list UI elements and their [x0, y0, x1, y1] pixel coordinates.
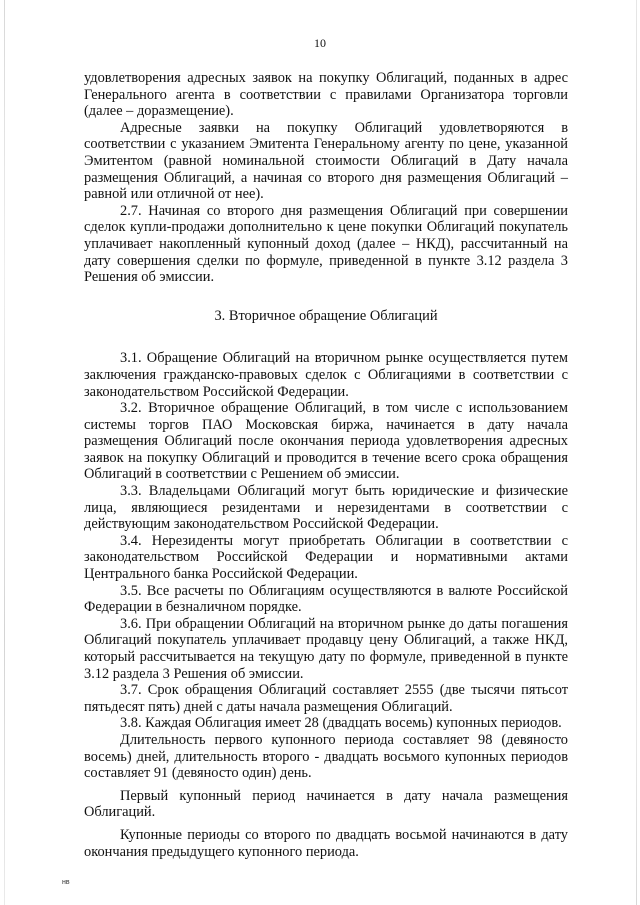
footer-mark: нв — [62, 879, 70, 886]
paragraph-top-2: 2.7. Начиная со второго дня размещения Облигаций при совершении сделок купли-продажи дополнительно к цене покупки Облигаций покупатель уплачивает накопленный купонный доход (далее – НКД), рассчитанный на дату совершения сделки по формуле, приведенной в пункте 3.12 раздела 3 Решения об эмиссии. — [84, 202, 568, 286]
section-title: 3. Вторичное обращение Облигаций — [214, 307, 438, 324]
paragraph-3-8: 3.8. Каждая Облигация имеет 28 (двадцать восемь) купонных периодов. — [120, 715, 562, 732]
document-body — [84, 70, 568, 860]
paragraph-first-coupon: Первый купонный период начинается в дату начала размещения Облигаций. — [84, 787, 568, 821]
paragraph-3-3: 3.3. Владельцами Облигаций могут быть юридические и физические лица, являющиеся резидентами и нерезидентами в соответствии с действующим законодательством Российской Федерации. — [84, 483, 568, 533]
paragraph-3-1: 3.1. Обращение Облигаций на вторичном рынке осуществляется путем заключения гражданско-правовых сделок с Облигациями в соответствии с законодательством Российской Федерации. — [84, 350, 568, 400]
page-number: 10 — [314, 36, 326, 50]
paragraph-coupon-periods: Купонные периоды со второго по двадцать восьмой начинаются в дату окончания предыдущего купонного периода. — [84, 826, 568, 860]
paragraph-3-5: 3.5. Все расчеты по Облигациям осуществляются в валюте Российской Федерации в безналичном порядке. — [84, 582, 568, 616]
paragraph-3-4: 3.4. Нерезиденты могут приобретать Облигации в соответствии с законодательством Российской Федерации и нормативными актами Центрального банка Российской Федерации. — [84, 532, 568, 583]
scan-edge-left — [4, 0, 5, 905]
paragraph-coupon-duration: Длительность первого купонного периода составляет 98 (девяносто восемь) дней, длительность второго - двадцать восьмого купонных периодов составляет 91 (девяносто один) день. — [84, 731, 568, 782]
scan-edge-right — [636, 0, 637, 905]
paragraph-3-2: 3.2. Вторичное обращение Облигаций, в том числе с использованием системы торгов ПАО Московская биржа, начинается в дату начала размещения Облигаций после окончания периода удовлетворения адресных заявок на покупку Облигаций и проводится в течение всего срока обращения Облигаций в соответствии с Решением об эмиссии. — [84, 400, 568, 483]
paragraph-top-1: Адресные заявки на покупку Облигаций удовлетворяются в соответствии с указанием Эмитента Генеральному агенту по цене, указанной Эмитентом (равной номинальной стоимости Облигаций в Дату начала размещения Облигаций, а начиная со второго дня размещения Облигаций – равной или отличной от нее). — [84, 119, 568, 203]
paragraph-3-7: 3.7. Срок обращения Облигаций составляет 2555 (две тысячи пятьсот пятьдесят пять) дней с даты начала размещения Облигаций. — [84, 682, 568, 715]
paragraph-top-0: удовлетворения адресных заявок на покупку Облигаций, поданных в адрес Генерального агента в соответствии с правилами Организатора торговли (далее – доразмещение). — [84, 70, 568, 120]
paragraph-3-6: 3.6. При обращении Облигаций на вторичном рынке до даты погашения Облигаций покупатель уплачивает продавцу цену Облигаций, а также НКД, который рассчитывается на текущую дату по формуле, приведенной в пункте 3.12 раздела 3 Решения об эмиссии. — [84, 615, 568, 682]
